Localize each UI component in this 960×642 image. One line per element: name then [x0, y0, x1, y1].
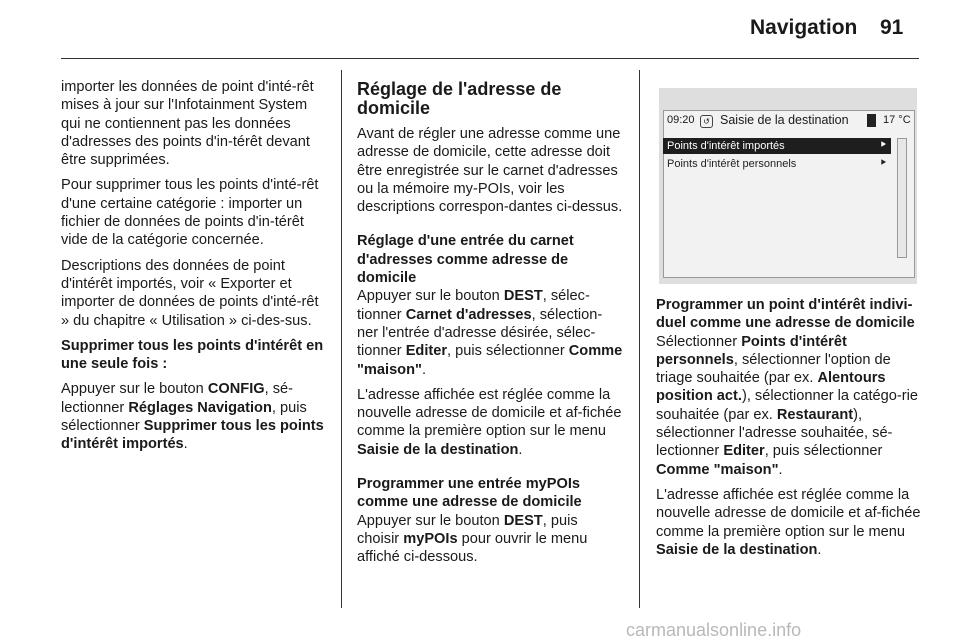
chevron-right-icon: ⯈: [879, 140, 887, 151]
menu-name: myPOIs: [403, 530, 458, 547]
scrollbar[interactable]: [897, 138, 907, 258]
paragraph: Avant de régler une adresse comme une adresse de domicile, cette adresse doit être enregistrée sur le carnet d'adresses ou la mémoire my-POIs, voir les descriptions correspon-dantes ci-dessus.: [357, 126, 623, 216]
text: , sélectionner l'option de triage souhaitée (par ex.: [656, 351, 891, 387]
section-heading: Réglage de l'adresse de domicile: [357, 79, 562, 118]
screen-temperature: 17 °C: [883, 114, 911, 126]
text: L'adresse affichée est réglée comme la nouvelle adresse de domicile et af-fichée comme la première option sur le menu: [656, 486, 921, 540]
subheading: Réglage d'une entrée du carnet d'adresses comme adresse de domicile: [357, 233, 574, 287]
text: , sé-lectionner: [61, 381, 293, 416]
menu-name: Supprimer tous les points d'intérêt importés: [61, 418, 324, 453]
paragraph: [357, 386, 623, 459]
paragraph: [61, 380, 327, 453]
menu-name: Saisie de la destination: [656, 541, 818, 558]
infotainment-screen: [659, 88, 917, 284]
chevron-right-icon: ⯈: [879, 158, 887, 169]
menu-name: Saisie de la destination: [357, 441, 519, 458]
text: , puis sélectionner: [764, 443, 883, 460]
menu-name: Comme "maison": [656, 461, 779, 478]
paragraph: Pour supprimer tous les points d'inté-rêt d'une certaine catégorie : importer un fichier de données de points d'in-térêt vide de la catégorie concernée.: [61, 177, 319, 249]
text: .: [421, 361, 426, 378]
text: Sélectionner: [656, 333, 742, 350]
column-separator-1: [341, 70, 342, 608]
page-number: 91: [880, 16, 904, 39]
screen-clock: 09:20: [667, 114, 695, 126]
text: Appuyer sur le bouton: [61, 381, 208, 398]
text: .: [518, 441, 523, 458]
button-name: DEST: [503, 512, 543, 529]
menu-item-label: Points d'intérêt importés: [667, 140, 785, 152]
text: , puis sélectionner: [447, 343, 569, 360]
text: .: [817, 541, 822, 558]
header-rule: [61, 58, 919, 59]
watermark: carmanualsonline.info: [626, 620, 802, 640]
page-header-title: Navigation: [750, 16, 858, 39]
text: , sélection-ner l'entrée d'adresse désirée, sélec-tionner: [357, 306, 603, 360]
text: ), sélectionner l'adresse souhaitée, sé-lectionner: [656, 406, 893, 460]
paragraph: importer les données de point d'inté-rêt mises à jour sur l'Infotainment System qui ne contiennent pas les données d'adresses des points d'in-térêt devant être supprimées.: [61, 79, 314, 169]
column-separator-2: [639, 70, 640, 608]
button-name: DEST: [503, 288, 543, 305]
menu-name: Restaurant: [776, 406, 854, 423]
text: , sélec-tionner: [357, 288, 590, 323]
screen-title: Saisie de la destination: [720, 113, 849, 127]
text: Appuyer sur le bouton: [357, 512, 504, 529]
column-1: [61, 78, 327, 461]
column-2: [357, 80, 623, 574]
text: L'adresse affichée est réglée comme la nouvelle adresse de domicile et af-fichée comme la première option sur le menu: [357, 386, 622, 440]
paragraph: [357, 512, 623, 567]
subheading: Programmer un point d'intérêt indivi-duel comme une adresse de domicile: [656, 297, 915, 332]
text: , puis choisir: [357, 512, 578, 547]
button-name: CONFIG: [207, 381, 265, 398]
menu-item-imported-pois[interactable]: [663, 138, 891, 154]
menu-name: Comme "maison": [357, 343, 623, 378]
menu-item-label: Points d'intérêt personnels: [667, 158, 797, 170]
text: ), sélectionner la catégo-rie souhaitée (par ex.: [656, 388, 918, 423]
menu-name: Editer: [405, 343, 448, 360]
column-3: [656, 296, 922, 566]
menu-item-personal-pois[interactable]: [663, 156, 891, 172]
menu-name: Points d'intérêt personnels: [656, 333, 847, 368]
text: .: [183, 436, 188, 453]
menu-name: Carnet d'adresses: [405, 306, 532, 323]
subheading: Programmer une entrée myPOIs comme une adresse de domicile: [357, 476, 582, 511]
menu-name: Editer: [723, 443, 765, 460]
screen-frame: [663, 110, 915, 278]
subheading: Supprimer tous les points d'intérêt en une seule fois :: [61, 337, 324, 373]
paragraph: [656, 486, 922, 559]
menu-name: Alentours position act.: [656, 370, 886, 405]
screen-status-bar: [663, 114, 913, 130]
text: .: [778, 461, 783, 478]
text: pour ouvrir le menu affiché ci-dessous.: [357, 530, 588, 566]
text: , puis sélectionner: [61, 399, 307, 435]
paragraph: [357, 287, 623, 378]
text: Appuyer sur le bouton: [357, 288, 504, 305]
menu-name: Réglages Navigation: [128, 399, 272, 416]
back-icon[interactable]: ↺: [700, 115, 713, 128]
paragraph: Descriptions des données de point d'intérêt importés, voir « Exporter et importer de données de points d'inté-rêt » du chapitre « Utilisation » ci-des-sus.: [61, 257, 319, 329]
fuel-icon: [867, 114, 876, 127]
paragraph: [656, 333, 922, 479]
